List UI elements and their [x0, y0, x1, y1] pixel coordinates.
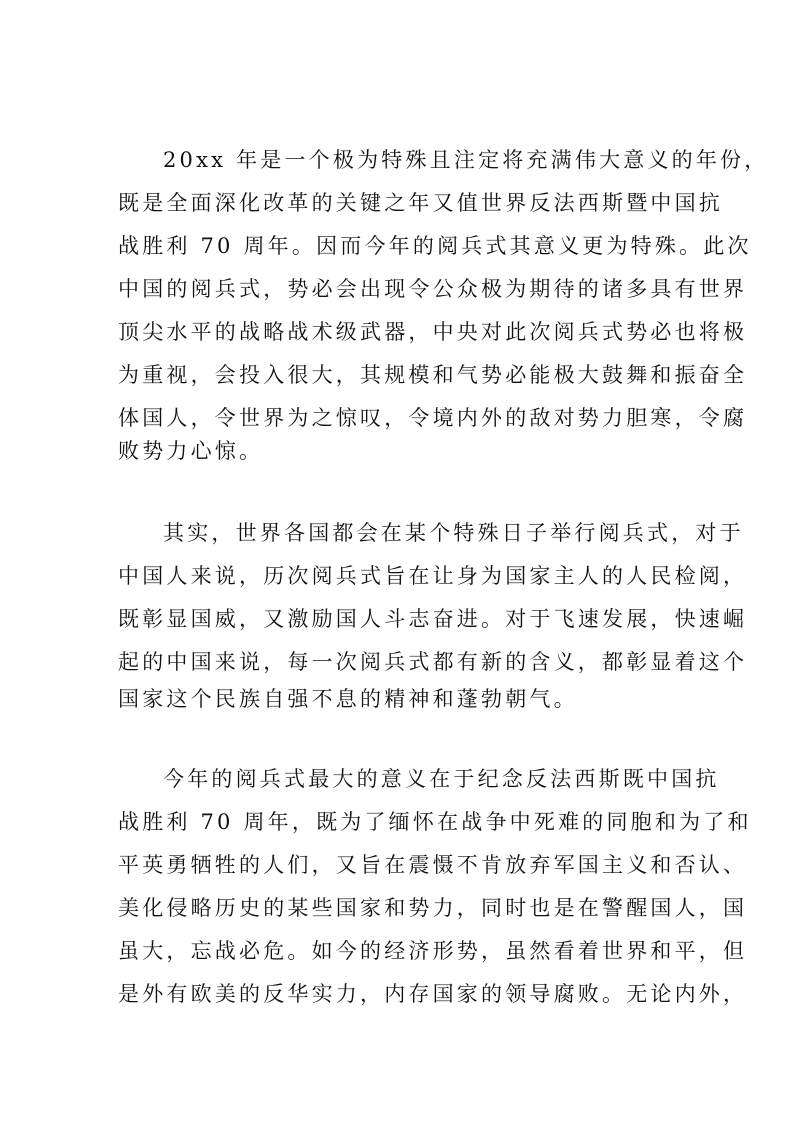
paragraph-2-line-3: 既彰显国威，又激励国人斗志奋进。对于飞速发展，快速崛: [118, 607, 748, 631]
paragraph-2-line-2: 中国人来说，历次阅兵式旨在让身为国家主人的人民检阅，: [118, 564, 748, 588]
paragraph-1-line-3: 战胜利 70 周年。因而今年的阅兵式其意义更为特殊。此次: [118, 234, 752, 258]
paragraph-1-line-4: 中国的阅兵式，势必会出现令公众极为期待的诸多具有世界: [118, 277, 748, 301]
paragraph-1-line-2: 既是全面深化改革的关键之年又值世界反法西斯暨中国抗: [118, 191, 723, 215]
paragraph-1-line-5: 顶尖水平的战略战术级武器，中央对此次阅兵式势必也将极: [118, 320, 748, 344]
paragraph-3-line-1: 今年的阅兵式最大的意义在于纪念反法西斯既中国抗: [163, 767, 720, 791]
paragraph-3-line-4: 美化侵略历史的某些国家和势力，同时也是在警醒国人，国: [118, 896, 748, 920]
paragraph-1-line-6: 为重视，会投入很大，其规模和气势必能极大鼓舞和振奋全: [118, 363, 748, 387]
paragraph-2-line-4: 起的中国来说，每一次阅兵式都有新的含义，都彰显着这个: [118, 650, 748, 674]
paragraph-1-line-7: 体国人，令世界为之惊叹，令境内外的敌对势力胆寒，令腐: [118, 406, 748, 430]
paragraph-1-line-8: 败势力心惊。: [118, 439, 264, 463]
paragraph-3-line-5: 虽大，忘战必危。如今的经济形势，虽然看着世界和平，但: [118, 939, 748, 963]
paragraph-3-line-3: 平英勇牺牲的人们，又旨在震慑不肯放弃军国主义和否认、: [118, 853, 748, 877]
paragraph-1-line-1: 20xx 年是一个极为特殊且注定将充满伟大意义的年份，: [163, 148, 769, 172]
paragraph-3-line-2: 战胜利 70 周年，既为了缅怀在战争中死难的同胞和为了和: [118, 810, 752, 834]
paragraph-2-line-5: 国家这个民族自强不息的精神和蓬勃朝气。: [118, 687, 578, 711]
paragraph-3-line-6: 是外有欧美的反华实力，内存国家的领导腐败。无论内外，: [118, 982, 748, 1006]
paragraph-2-line-1: 其实，世界各国都会在某个特殊日子举行阅兵式，对于: [163, 521, 744, 545]
